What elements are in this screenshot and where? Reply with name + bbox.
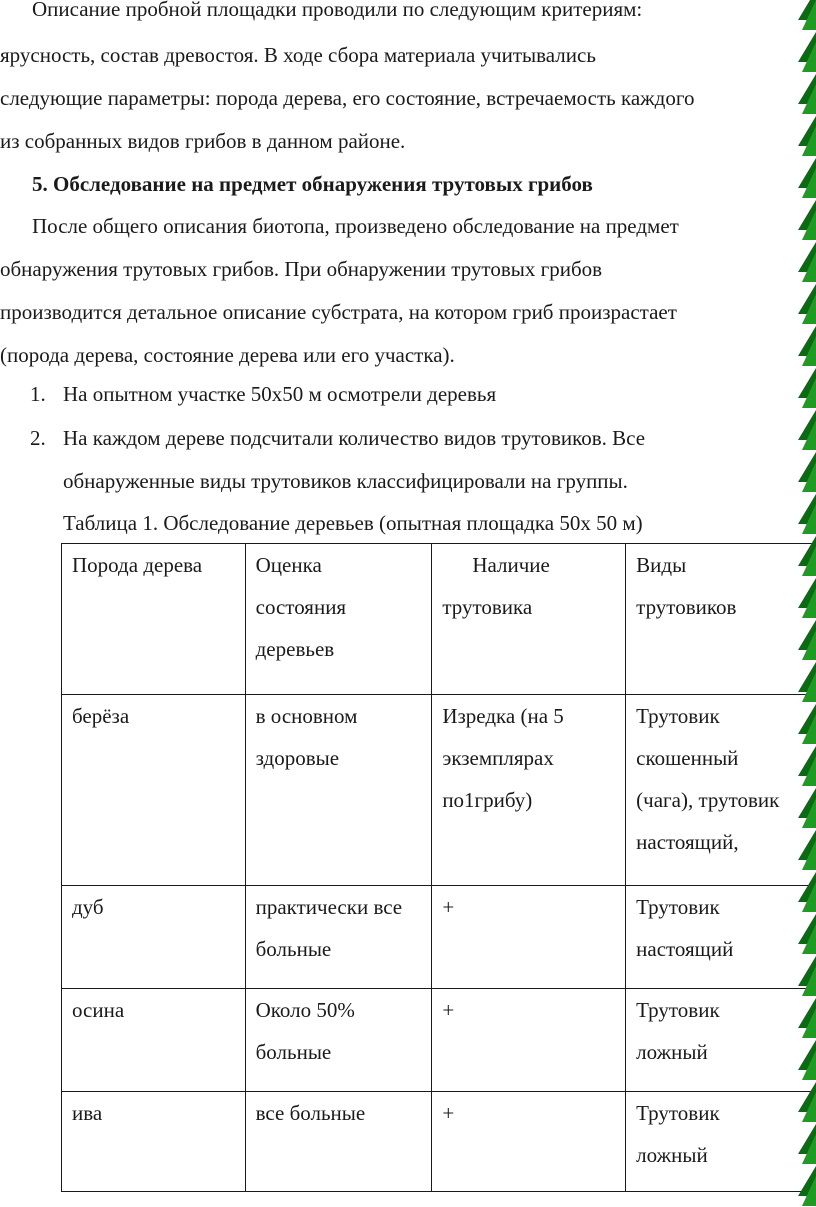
header-cell-condition: Оценка состояния деревьев (245, 544, 432, 695)
tree-icon (798, 536, 816, 576)
tree-icon (798, 746, 816, 786)
table-cell: Изредка (на 5 экземплярах по1грибу) (432, 695, 626, 886)
tree-icon (798, 1166, 816, 1206)
table-cell: дуб (62, 886, 246, 989)
tree-icon (798, 242, 816, 282)
table-cell: + (432, 1092, 626, 1192)
tree-icon (798, 158, 816, 198)
paragraph-line: производится детальное описание субстрата, на котором гриб произрастает (0, 300, 677, 324)
tree-icon (798, 200, 816, 240)
paragraph-line: Описание пробной площадки проводили по следующим критериям: (32, 0, 643, 21)
table-cell: Трутовик скошенный (чага), трутовик настоящий, (626, 695, 816, 886)
list-item-number: 2. (30, 426, 46, 450)
tree-icon (798, 704, 816, 744)
tree-icon (798, 578, 816, 618)
tree-icon (798, 368, 816, 408)
tree-icon (798, 284, 816, 324)
tree-icon (798, 998, 816, 1038)
tree-icon (798, 788, 816, 828)
paragraph-line: ярусность, состав древостоя. В ходе сбора материала учитывались (0, 43, 596, 67)
tree-icon (798, 914, 816, 954)
tree-icon (798, 830, 816, 870)
tree-icon (798, 620, 816, 660)
paragraph-line: После общего описания биотопа, произведено обследование на предмет (32, 214, 679, 238)
paragraph-line: следующие параметры: порода дерева, его состояние, встречаемость каждого (0, 86, 695, 110)
list-item-text: На опытном участке 50х50 м осмотрели деревья (63, 382, 497, 406)
tree-icon (798, 74, 816, 114)
header-cell-presence: Наличие трутовика (432, 544, 626, 695)
list-item-number: 1. (30, 382, 46, 406)
table-cell: Трутовик настоящий (626, 886, 816, 989)
table-cell: осина (62, 989, 246, 1092)
list-item-text: На каждом дереве подсчитали количество видов трутовиков. Все (63, 426, 646, 450)
tree-icon (798, 1124, 816, 1164)
table-caption: Таблица 1. Обследование деревьев (опытная площадка 50х 50 м) (63, 511, 643, 535)
table-row (62, 695, 816, 886)
table-cell: Трутовик ложный (626, 989, 816, 1092)
tree-icon (798, 1082, 816, 1122)
header-cell-species: Порода дерева (62, 544, 246, 695)
table-row (62, 989, 816, 1092)
table-cell: Трутовик ложный (626, 1092, 816, 1192)
table-cell: ива (62, 1092, 246, 1192)
tree-icon (798, 0, 816, 30)
table-cell: в основном здоровые (245, 695, 432, 886)
tree-icon (798, 116, 816, 156)
tree-border-decoration (794, 0, 816, 1207)
table-header-row (62, 544, 816, 695)
tree-icon (798, 494, 816, 534)
paragraph-line: из собранных видов грибов в данном районе. (0, 129, 406, 153)
table-cell: практически все больные (245, 886, 432, 989)
tree-icon (798, 326, 816, 366)
tree-icon (798, 452, 816, 492)
tree-icon (798, 410, 816, 450)
table-cell: + (432, 886, 626, 989)
paragraph-line: обнаружения трутовых грибов. При обнаружении трутовых грибов (0, 257, 603, 281)
header-cell-fungi-species: Виды трутовиков (626, 544, 816, 695)
tree-icon (798, 1040, 816, 1080)
table-cell: + (432, 989, 626, 1092)
table-cell: все больные (245, 1092, 432, 1192)
paragraph-line: (порода дерева, состояние дерева или его участка). (0, 343, 455, 367)
table-row (62, 886, 816, 989)
tree-icon (798, 872, 816, 912)
tree-icon (798, 32, 816, 72)
tree-icon (798, 662, 816, 702)
section-heading: 5. Обследование на предмет обнаружения трутовых грибов (32, 172, 593, 196)
table-cell: Около 50% больные (245, 989, 432, 1092)
table-row (62, 1092, 816, 1192)
survey-table (61, 543, 816, 1192)
tree-icon (798, 956, 816, 996)
table-cell: берёза (62, 695, 246, 886)
list-item-text: обнаруженные виды трутовиков классифицировали на группы. (63, 469, 628, 493)
